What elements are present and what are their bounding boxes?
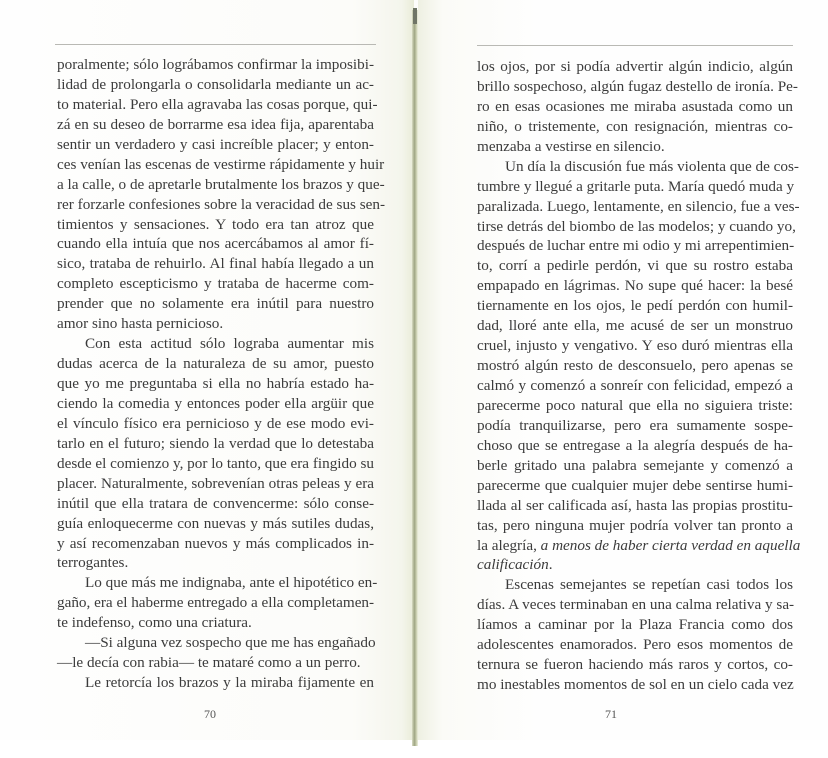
italic-text: calificación xyxy=(477,556,549,574)
text-line: to, corrí a pedirle perdón, vi que su rostro estaba xyxy=(477,257,793,275)
text-line: mostró algún resto de desconsuelo, pero apenas se xyxy=(477,357,793,375)
text-line: la alegría, a menos de haber cierta verdad en aquella xyxy=(477,536,801,554)
text-line: días. A veces terminaban en una calma relativa y sa- xyxy=(477,596,795,614)
text-line: —le decía con rabia— te mataré como a un perro. xyxy=(57,654,361,672)
text-line: tirse detrás del biombo de las modelos; y cuando yo, xyxy=(477,217,796,235)
text-line: mo inestables momentos de sol en un cielo cada vez xyxy=(477,676,794,694)
text-line: inútil que ella tratara de convencerme: sólo conse- xyxy=(57,494,374,512)
body-text xyxy=(477,57,801,695)
text-line: ro en esas ocasiones me miraba asustada como un xyxy=(477,97,793,115)
text-line: calmó y comenzó a sonreír con felicidad, empezó a xyxy=(477,377,793,394)
book-spine-shadow xyxy=(413,8,417,24)
text-line: menzaba a vestirse en silencio. xyxy=(477,137,665,155)
text-line: amor sino hasta pernicioso. xyxy=(57,315,224,333)
text-line: rer forzarle confesiones sobre la veracidad de sus sen- xyxy=(57,195,386,213)
text-line: placer. Naturalmente, sobrevenían otras peleas y era xyxy=(57,474,374,492)
text-line: adolescentes enamorados. Pero esos momentos de xyxy=(477,636,793,654)
text-line: choso que se entregase a la alegría después de ha- xyxy=(477,436,793,454)
text-line: poralmente; sólo lográbamos confirmar la imposibi- xyxy=(57,56,374,73)
text-line: berle gritado una palabra semejante y comenzó a xyxy=(477,456,793,474)
text-line: dudas acerca de la naturaleza de su amor, puesto xyxy=(57,355,374,373)
text-line: Escenas semejantes se repetían casi todos los xyxy=(505,576,793,594)
text-line: podía tranquilizarse, pero era sumamente sospe- xyxy=(477,416,793,434)
text-line: timientos y sensaciones. Y todo era tan atroz que xyxy=(57,215,374,233)
text-line: ces venían las escenas de vestirme rápidamente y huir xyxy=(57,155,385,173)
text-line: y así recomenzaban nuevos y más complicados in- xyxy=(57,534,374,552)
text-line: calificación. xyxy=(477,556,553,574)
text-line: completo escepticismo y trataba de hacerme com- xyxy=(57,275,374,293)
header-rule xyxy=(55,44,376,45)
text-line: cuando ella intuía que nos acercábamos al amor fí- xyxy=(57,235,374,253)
text-line: ciendo la comedia y entonces poder ella argüir que xyxy=(57,394,374,412)
text-line: to material. Pero ella agravaba las cosas porque, qui- xyxy=(57,95,378,113)
text-line: tas, pero ninguna mujer podría volver tan pronto a xyxy=(477,516,793,534)
text-line: terrogantes. xyxy=(57,554,129,572)
text-line: a la calle, o de apretarle brutalmente los brazos y que- xyxy=(57,175,385,193)
page-number: 71 xyxy=(605,707,617,721)
text-line: Lo que más me indignaba, ante el hipotético en- xyxy=(85,574,378,592)
right-page xyxy=(418,0,828,740)
text-line: los ojos, por si podía advertir algún indicio, algún xyxy=(477,58,793,75)
italic-text: a menos de haber cierta verdad en aquella xyxy=(540,536,801,554)
text-line: tarlo en el futuro; siendo la verdad que lo detestaba xyxy=(57,434,374,452)
book-spine xyxy=(412,10,418,746)
text-line: te indefenso, como una criatura. xyxy=(57,614,252,632)
text-line: Un día la discusión fue más violenta que de cos- xyxy=(505,157,799,175)
text-line: llada al ser calificada así, hasta las propias prostitu- xyxy=(477,496,793,514)
text-line: el vínculo físico era pernicioso y de ese modo evi- xyxy=(57,414,374,432)
text-line: líamos a caminar por la Plaza Francia como dos xyxy=(477,616,793,634)
text-line: sico, trataba de rehuirlo. Al final había llegado a un xyxy=(57,255,374,273)
text-line: —Si alguna vez sospecho que me has engañado xyxy=(85,634,376,652)
body-text xyxy=(57,55,386,693)
text-line: brillo sospechoso, algún fugaz destello de ironía. Pe- xyxy=(477,77,798,95)
header-rule xyxy=(477,45,793,46)
text-line: parecerme que cualquier mujer debe sentirse humi- xyxy=(477,476,793,494)
text-line: zá en su deseo de borrarme esa idea fija, aparentaba xyxy=(57,115,374,133)
text-line: paralizada. Luego, lentamente, en silencio, fue a ves- xyxy=(477,197,800,215)
text-line: desde el comienzo y, por lo tanto, que era fingido su xyxy=(57,454,375,472)
text-line: gaño, era el haberme entregado a ella completamen- xyxy=(57,594,375,612)
text-line: tumbre y llegué a gritarle puta. María quedó muda y xyxy=(477,177,795,195)
text-line: Con esta actitud sólo lograba aumentar mis xyxy=(85,335,374,353)
page-number: 70 xyxy=(204,707,216,721)
text-line: parecerme poco natural que ella no siguiera triste: xyxy=(477,396,793,414)
text-line: niño, o tristemente, con resignación, mientras co- xyxy=(477,117,793,135)
text-line: guía enloquecerme con nuevas y más sutiles dudas, xyxy=(57,514,374,532)
text-line: tiernamente en los ojos, le pedí perdón con humil- xyxy=(477,297,793,315)
text-line: lidad de prolongarla o consolidarla mediante un ac- xyxy=(57,75,374,93)
text-line: sentir un verdadero y casi increíble placer; y enton- xyxy=(57,135,374,153)
text-line: Le retorcía los brazos y la miraba fijamente en xyxy=(85,674,374,692)
text-line: que yo me preguntaba si ella no habría estado ha- xyxy=(57,375,374,392)
text-line: dad, lloré ante ella, me acusé de ser un monstruo xyxy=(477,317,793,335)
text-line: empapado en lágrimas. No supe qué hacer: la besé xyxy=(477,277,793,295)
text-line: después de luchar entre mi odio y mi arrepentimien- xyxy=(477,237,795,255)
text-line: prender que no solamente era inútil para nuestro xyxy=(57,295,374,313)
text-line: ternura se fueron haciendo más raros y cortos, co- xyxy=(477,656,793,674)
text-line: cruel, injusto y vengativo. Y eso duró mientras ella xyxy=(477,337,793,355)
left-page xyxy=(0,0,414,740)
